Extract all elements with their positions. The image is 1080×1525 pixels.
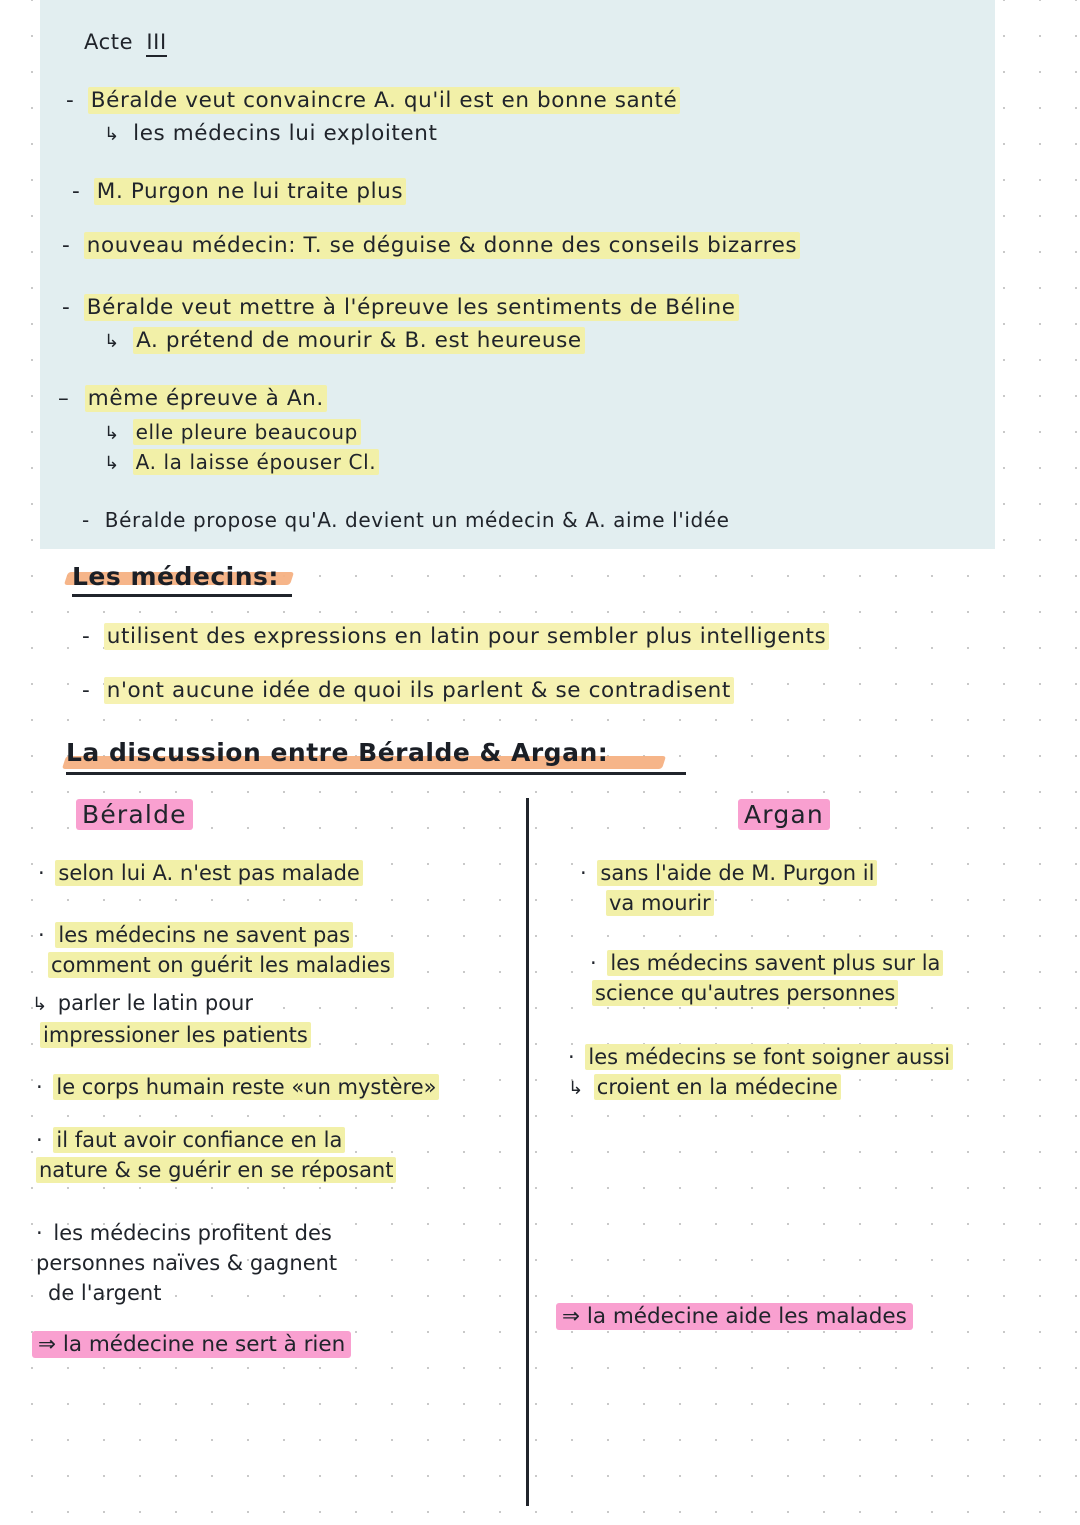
act-line-4-marker: - (62, 233, 71, 258)
act-line-3-marker: - (72, 179, 81, 204)
beralde-point-4 (36, 1072, 536, 1102)
beralde-conclusion-text: ⇒ la médecine ne sert à rien (32, 1331, 351, 1358)
section-discussion-underline (66, 772, 686, 775)
sub-arrow-icon: ↳ (104, 124, 120, 145)
act-line-5 (62, 295, 739, 320)
beralde-point-6-line-2: personnes naïves & gagnent (36, 1251, 338, 1275)
sub-arrow-icon: ↳ (104, 423, 120, 444)
sub-arrow-icon: ↳ (104, 331, 120, 352)
argan-point-1-row-1 (580, 858, 1040, 888)
act-title (84, 30, 167, 54)
act-line-5-text: Béralde veut mettre à l'épreuve les sentiments de Béline (84, 294, 739, 321)
act-title-roman: III (146, 30, 166, 57)
beralde-point-5 (36, 1125, 536, 1185)
section-doctors-heading: Les médecins: (72, 562, 279, 591)
argan-point-2-line-1: les médecins savent plus sur la (607, 950, 943, 976)
beralde-point-4-marker: · (36, 1075, 43, 1099)
doctors-point-1-text: utilisent des expressions en latin pour sembler plus intelligents (104, 623, 830, 650)
act-line-4-text: nouveau médecin: T. se déguise & donne des conseils bizarres (84, 232, 800, 259)
doctors-point-2 (82, 678, 734, 703)
beralde-point-2-marker: · (38, 923, 45, 947)
argan-point-2-line-2: science qu'autres personnes (592, 980, 898, 1006)
act-line-6 (104, 328, 585, 353)
argan-point-2-marker: · (590, 951, 597, 975)
column-head-beralde (76, 800, 193, 829)
beralde-point-5-row-2 (36, 1155, 536, 1185)
beralde-point-6-marker: · (36, 1221, 43, 1245)
argan-point-3-line-1: les médecins se font soigner aussi (585, 1044, 953, 1070)
beralde-point-6-line-3: de l'argent (48, 1281, 162, 1305)
argan-point-2-row-1 (590, 948, 1050, 978)
act-line-8-text: elle pleure beaucoup (133, 419, 361, 445)
act-line-4 (62, 233, 800, 258)
doctors-point-2-marker: - (82, 678, 91, 703)
beralde-conclusion (32, 1330, 351, 1360)
beralde-point-1 (38, 858, 518, 888)
act-line-5-marker: - (62, 295, 71, 320)
beralde-point-1-marker: · (38, 861, 45, 885)
section-discussion-heading: La discussion entre Béralde & Argan: (66, 738, 609, 767)
argan-point-1-row-2 (606, 888, 1040, 918)
beralde-point-4-line-1: le corps humain reste «un mystère» (53, 1074, 439, 1100)
doctors-point-2-text: n'ont aucune idée de quoi ils parlent & se contradisent (104, 677, 734, 704)
beralde-point-5-line-1: il faut avoir confiance en la (53, 1127, 345, 1153)
argan-point-1-line-2: va mourir (606, 890, 714, 916)
act-line-7-text: même épreuve à An. (85, 385, 327, 412)
argan-conclusion (556, 1302, 913, 1332)
beralde-point-5-marker: · (36, 1128, 43, 1152)
argan-point-3-marker: · (568, 1045, 575, 1069)
act-line-2-text: les médecins lui exploitent (133, 121, 438, 146)
act-line-1 (66, 88, 680, 113)
act-line-2 (104, 121, 438, 146)
beralde-point-6-row-1 (36, 1218, 536, 1248)
argan-point-2 (590, 948, 1050, 1008)
sub-arrow-icon: ↳ (104, 453, 120, 474)
column-head-argan (738, 800, 830, 829)
act-line-3-text: M. Purgon ne lui traite plus (94, 178, 406, 205)
act-line-3 (72, 179, 406, 204)
act-line-6-text: A. prétend de mourir & B. est heureuse (133, 327, 585, 354)
beralde-point-2-row-1 (38, 920, 518, 950)
act-line-9-text: A. la laisse épouser Cl. (133, 449, 380, 475)
doctors-point-1-marker: - (82, 624, 91, 649)
beralde-point-3-line-2: impressioner les patients (40, 1022, 311, 1048)
act-line-7-marker: – (58, 386, 70, 411)
act-line-10-text: Béralde propose qu'A. devient un médecin & A. aime l'idée (104, 508, 730, 532)
beralde-point-6-row-2 (36, 1248, 536, 1278)
beralde-point-5-line-2: nature & se guérir en se réposant (36, 1157, 396, 1183)
argan-point-2-row-2 (592, 978, 1050, 1008)
beralde-point-5-row-1 (36, 1125, 536, 1155)
argan-point-1-line-1: sans l'aide de M. Purgon il (597, 860, 877, 886)
act-title-word: Acte (84, 30, 134, 54)
argan-point-4-line-1: croient en la médecine (594, 1074, 841, 1100)
argan-point-4 (568, 1072, 1038, 1104)
sub-arrow-icon: ↳ (568, 1078, 584, 1099)
doctors-point-1 (82, 624, 829, 649)
beralde-point-3-row-1 (32, 988, 512, 1020)
section-doctors-underline (72, 594, 292, 597)
argan-point-1 (580, 858, 1040, 918)
sub-arrow-icon: ↳ (32, 994, 48, 1015)
beralde-point-3 (32, 988, 512, 1050)
argan-point-3 (568, 1042, 1038, 1072)
column-head-argan-label: Argan (738, 799, 830, 830)
beralde-point-1-line-1: selon lui A. n'est pas malade (55, 860, 362, 886)
beralde-point-3-line-1: parler le latin pour (57, 991, 253, 1015)
act-line-7 (58, 386, 327, 411)
column-head-beralde-label: Béralde (76, 799, 193, 830)
act-line-1-text: Béralde veut convaincre A. qu'il est en bonne santé (88, 87, 681, 114)
act-line-10 (82, 508, 730, 532)
act-line-9 (104, 450, 379, 474)
act-line-1-marker: - (66, 88, 75, 113)
argan-point-1-marker: · (580, 861, 587, 885)
beralde-point-6 (36, 1218, 536, 1308)
act-line-10-marker: - (82, 508, 90, 532)
beralde-point-2-line-1: les médecins ne savent pas (55, 922, 353, 948)
beralde-point-2 (38, 920, 518, 980)
beralde-point-3-row-2 (40, 1020, 512, 1050)
beralde-point-2-row-2 (48, 950, 518, 980)
beralde-point-6-row-3 (48, 1278, 536, 1308)
act-line-8 (104, 420, 361, 444)
beralde-point-2-line-2: comment on guérit les maladies (48, 952, 394, 978)
argan-conclusion-text: ⇒ la médecine aide les malades (556, 1303, 913, 1330)
beralde-point-6-line-1: les médecins profitent des (53, 1221, 332, 1245)
